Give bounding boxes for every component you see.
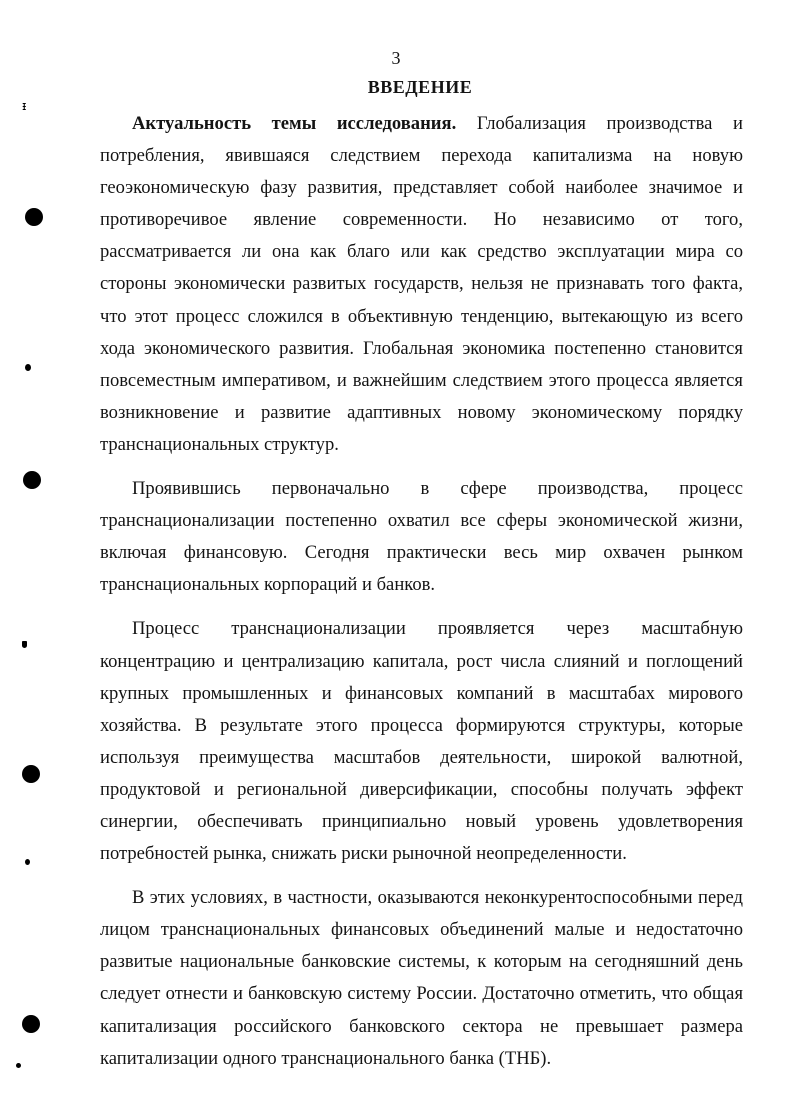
- binder-hole-3: [22, 765, 40, 783]
- scan-speck-5: [16, 1063, 21, 1068]
- paragraph-3: Процесс транснационализации проявляется через масштабную концентрацию и централизацию капитала, рост числа слияний и поглощений крупных промышленных и финансовых компаний в масштабах мирового хозяйства. В результате этого процесса формируются структуры, которые используя преимущества масштабов деятельности, широкой валютной, продуктовой и региональной диверсификации, способны получать эффект синергии, обеспечивать принципиально новый уровень удовлетворения потребностей рынка, снижать риски рыночной неопределенности.: [100, 618, 743, 865]
- page-number: 3: [391, 48, 401, 68]
- scan-speck-3: [22, 641, 27, 648]
- binder-hole-1: [25, 208, 43, 226]
- scan-speck-1: ᵻ: [22, 99, 27, 113]
- paragraph-2: Проявившись первоначально в сфере производства, процесс транснационализации постепенно охватил все сферы экономической жизни, включая финансовую. Сегодня практически весь мир охвачен рынком транснациональных корпораций и банков.: [100, 478, 743, 596]
- paragraph-4: В этих условиях, в частности, оказываются неконкурентоспособными перед лицом транснациональных финансовых объединений малые и недостаточно развитые национальные банковские системы, к которым на сегодняшний день следует отнести и банковскую систему России. Достаточно отметить, что общая капитализация российского банковского сектора не превышает размера капитализации одного транснационального банка (ТНБ).: [100, 887, 743, 1069]
- paragraph-1-text: Глобализация производства и потребления, явившаяся следствием перехода капитализма на новую геоэкономическую фазу развития, представляет собой наиболее значимое и противоречивое явление современности. Но независимо от того, рассматривается ли она как благо или как средство эксплуатации мира со стороны экономически развитых государств, нельзя не признавать того факта, что этот процесс сложился в объективную тенденцию, вытекающую из всего хода экономического развития. Глобальная экономика постепенно становится повсеместным императивом, и важнейшим следствием этого процесса является возникновение и развитие адаптивных новому экономическому порядку транснациональных структур.: [100, 113, 743, 455]
- paragraph-1: [100, 108, 743, 461]
- paragraph-1-lead: Актуальность темы исследования.: [132, 113, 457, 134]
- scan-speck-4: [25, 859, 30, 865]
- body-text: [100, 108, 743, 1087]
- scan-speck-2: [25, 364, 31, 371]
- section-heading: ВВЕДЕНИЕ: [367, 77, 473, 97]
- binder-hole-2: [23, 471, 41, 489]
- binder-hole-4: [22, 1015, 40, 1033]
